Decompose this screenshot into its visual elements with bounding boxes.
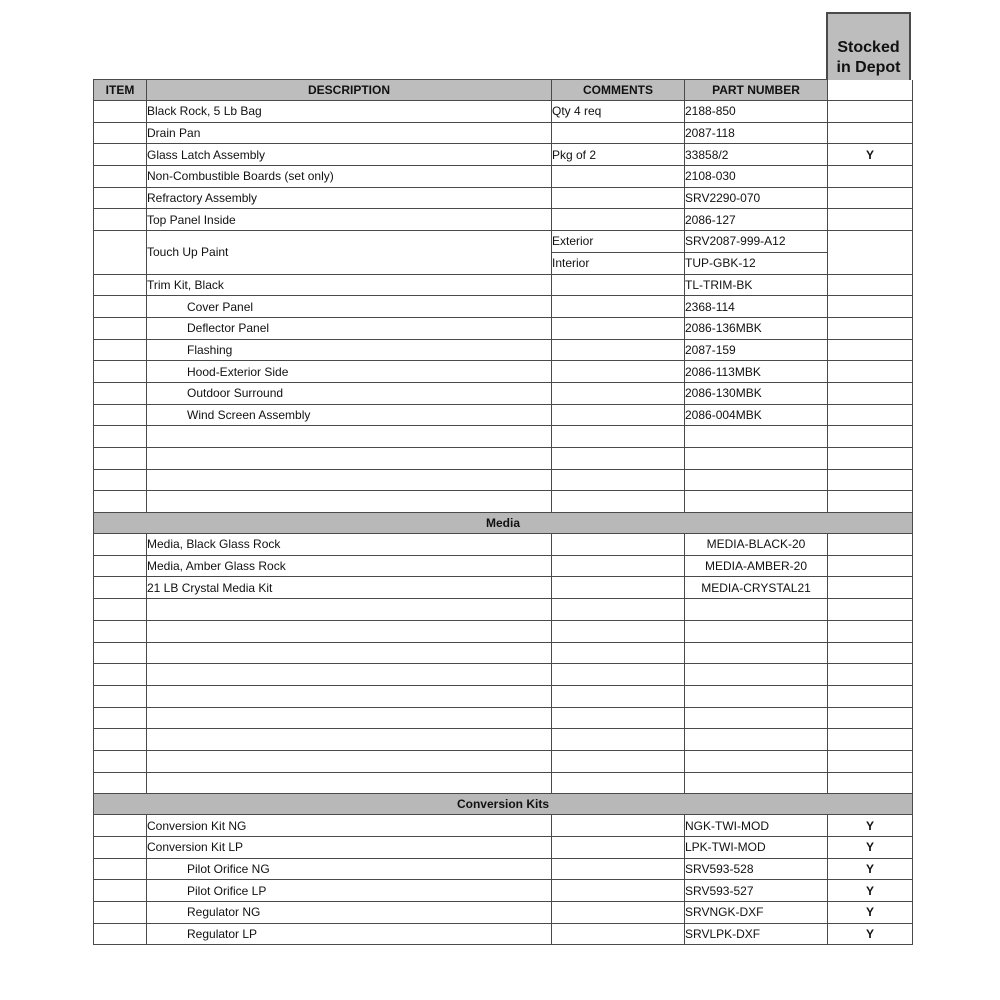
stocked-cell <box>828 166 913 188</box>
item-cell <box>94 902 147 924</box>
description-column-header: DESCRIPTION <box>147 80 552 101</box>
stocked-header-line1: Stocked <box>837 39 900 56</box>
empty-row <box>94 426 913 448</box>
empty-row <box>94 469 913 491</box>
description-cell: Cover Panel <box>147 296 552 318</box>
comments-cell <box>552 880 685 902</box>
description-cell: Conversion Kit NG <box>147 815 552 837</box>
table-header-row <box>94 80 913 101</box>
empty-row <box>94 772 913 794</box>
item-cell <box>94 382 147 404</box>
table-row <box>94 122 913 144</box>
comments-cell <box>552 361 685 383</box>
media-section-title: Media <box>94 513 913 534</box>
comments-cell <box>552 382 685 404</box>
description-cell: Media, Amber Glass Rock <box>147 555 552 577</box>
conversion-kits-section-title: Conversion Kits <box>94 794 913 815</box>
item-cell <box>94 187 147 209</box>
item-cell <box>94 837 147 859</box>
comments-cell: Interior <box>552 252 685 274</box>
item-cell <box>94 101 147 123</box>
stocked-column-header <box>828 80 913 101</box>
comments-cell <box>552 577 685 599</box>
comments-cell: Exterior <box>552 231 685 253</box>
description-cell: Media, Black Glass Rock <box>147 534 552 556</box>
comments-cell <box>552 166 685 188</box>
table-row <box>94 858 913 880</box>
part-number-cell: TL-TRIM-BK <box>685 274 828 296</box>
comments-cell <box>552 815 685 837</box>
description-cell: Flashing <box>147 339 552 361</box>
comments-cell <box>552 837 685 859</box>
comments-cell <box>552 858 685 880</box>
empty-row <box>94 707 913 729</box>
empty-row <box>94 750 913 772</box>
item-cell <box>94 815 147 837</box>
description-cell: Drain Pan <box>147 122 552 144</box>
part-number-cell: MEDIA-CRYSTAL21 <box>685 577 828 599</box>
stocked-cell <box>828 296 913 318</box>
table-row <box>94 923 913 945</box>
item-cell <box>94 166 147 188</box>
table-row <box>94 231 913 253</box>
description-cell: Non-Combustible Boards (set only) <box>147 166 552 188</box>
stocked-cell <box>828 382 913 404</box>
table-row <box>94 317 913 339</box>
table-row <box>94 382 913 404</box>
empty-row <box>94 491 913 513</box>
parts-table <box>93 79 913 945</box>
comments-cell <box>552 296 685 318</box>
stocked-cell <box>828 404 913 426</box>
item-cell <box>94 361 147 383</box>
empty-row <box>94 599 913 621</box>
table-row <box>94 880 913 902</box>
stocked-cell: Y <box>828 837 913 859</box>
part-number-cell: NGK-TWI-MOD <box>685 815 828 837</box>
stocked-cell <box>828 122 913 144</box>
stocked-cell <box>828 317 913 339</box>
description-cell: Pilot Orifice LP <box>147 880 552 902</box>
comments-cell <box>552 209 685 231</box>
part-number-cell: LPK-TWI-MOD <box>685 837 828 859</box>
comments-cell <box>552 317 685 339</box>
description-cell: Refractory Assembly <box>147 187 552 209</box>
item-cell <box>94 296 147 318</box>
empty-row <box>94 685 913 707</box>
part-number-cell: MEDIA-AMBER-20 <box>685 555 828 577</box>
comments-column-header: COMMENTS <box>552 80 685 101</box>
stocked-header-line2: in Depot <box>836 59 901 76</box>
stocked-cell: Y <box>828 880 913 902</box>
media-section-header <box>94 513 913 534</box>
description-cell: Touch Up Paint <box>147 231 552 274</box>
part-number-cell: 2108-030 <box>685 166 828 188</box>
table-row <box>94 555 913 577</box>
description-cell: Conversion Kit LP <box>147 837 552 859</box>
item-cell <box>94 577 147 599</box>
table-row <box>94 187 913 209</box>
description-cell: Trim Kit, Black <box>147 274 552 296</box>
description-cell: 21 LB Crystal Media Kit <box>147 577 552 599</box>
item-cell <box>94 339 147 361</box>
item-cell <box>94 880 147 902</box>
item-cell <box>94 555 147 577</box>
item-cell <box>94 231 147 274</box>
table-row <box>94 296 913 318</box>
description-cell: Glass Latch Assembly <box>147 144 552 166</box>
comments-cell <box>552 122 685 144</box>
part-number-cell: SRV593-527 <box>685 880 828 902</box>
comments-cell <box>552 534 685 556</box>
stocked-cell <box>828 577 913 599</box>
description-cell: Pilot Orifice NG <box>147 858 552 880</box>
comments-cell <box>552 339 685 361</box>
empty-row <box>94 664 913 686</box>
description-cell: Regulator LP <box>147 923 552 945</box>
comments-cell <box>552 923 685 945</box>
part-number-cell: SRV2087-999-A12 <box>685 231 828 253</box>
part-number-cell: 2188-850 <box>685 101 828 123</box>
table-row <box>94 166 913 188</box>
stocked-cell: Y <box>828 815 913 837</box>
part-number-cell: 2087-159 <box>685 339 828 361</box>
stocked-cell: Y <box>828 858 913 880</box>
part-number-cell: 33858/2 <box>685 144 828 166</box>
part-number-cell: 2086-130MBK <box>685 382 828 404</box>
item-cell <box>94 404 147 426</box>
item-cell <box>94 144 147 166</box>
part-number-cell: 2086-136MBK <box>685 317 828 339</box>
table-row <box>94 837 913 859</box>
empty-row <box>94 620 913 642</box>
table-row <box>94 209 913 231</box>
description-cell: Hood-Exterior Side <box>147 361 552 383</box>
item-cell <box>94 923 147 945</box>
stocked-cell <box>828 361 913 383</box>
stocked-cell <box>828 339 913 361</box>
part-number-cell: TUP-GBK-12 <box>685 252 828 274</box>
conversion-kits-section-header <box>94 794 913 815</box>
item-column-header: ITEM <box>94 80 147 101</box>
comments-cell: Pkg of 2 <box>552 144 685 166</box>
stocked-cell <box>828 101 913 123</box>
part-number-cell: SRVLPK-DXF <box>685 923 828 945</box>
part-number-cell: 2368-114 <box>685 296 828 318</box>
table-row <box>94 404 913 426</box>
item-cell <box>94 534 147 556</box>
stocked-cell: Y <box>828 144 913 166</box>
stocked-cell <box>828 534 913 556</box>
description-cell: Black Rock, 5 Lb Bag <box>147 101 552 123</box>
table-row <box>94 534 913 556</box>
description-cell: Outdoor Surround <box>147 382 552 404</box>
part-number-cell: 2087-118 <box>685 122 828 144</box>
comments-cell <box>552 274 685 296</box>
table-row <box>94 339 913 361</box>
item-cell <box>94 274 147 296</box>
stocked-cell <box>828 209 913 231</box>
part-number-column-header: PART NUMBER <box>685 80 828 101</box>
item-cell <box>94 858 147 880</box>
empty-row <box>94 448 913 470</box>
part-number-cell: SRV2290-070 <box>685 187 828 209</box>
table-row <box>94 361 913 383</box>
description-cell: Regulator NG <box>147 902 552 924</box>
comments-cell <box>552 555 685 577</box>
stocked-cell <box>828 555 913 577</box>
table-row <box>94 577 913 599</box>
comments-cell <box>552 187 685 209</box>
item-cell <box>94 209 147 231</box>
stocked-cell <box>828 231 913 274</box>
table-row <box>94 144 913 166</box>
comments-cell: Qty 4 req <box>552 101 685 123</box>
part-number-cell: 2086-127 <box>685 209 828 231</box>
comments-cell <box>552 404 685 426</box>
part-number-cell: 2086-113MBK <box>685 361 828 383</box>
table-row <box>94 815 913 837</box>
empty-row <box>94 729 913 751</box>
stocked-cell: Y <box>828 902 913 924</box>
stocked-cell <box>828 187 913 209</box>
table-row <box>94 274 913 296</box>
description-cell: Deflector Panel <box>147 317 552 339</box>
table-row <box>94 902 913 924</box>
table-row <box>94 101 913 123</box>
stocked-cell <box>828 274 913 296</box>
item-cell <box>94 317 147 339</box>
part-number-cell: 2086-004MBK <box>685 404 828 426</box>
description-cell: Top Panel Inside <box>147 209 552 231</box>
part-number-cell: MEDIA-BLACK-20 <box>685 534 828 556</box>
stocked-cell: Y <box>828 923 913 945</box>
part-number-cell: SRVNGK-DXF <box>685 902 828 924</box>
item-cell <box>94 122 147 144</box>
empty-row <box>94 642 913 664</box>
comments-cell <box>552 902 685 924</box>
description-cell: Wind Screen Assembly <box>147 404 552 426</box>
part-number-cell: SRV593-528 <box>685 858 828 880</box>
